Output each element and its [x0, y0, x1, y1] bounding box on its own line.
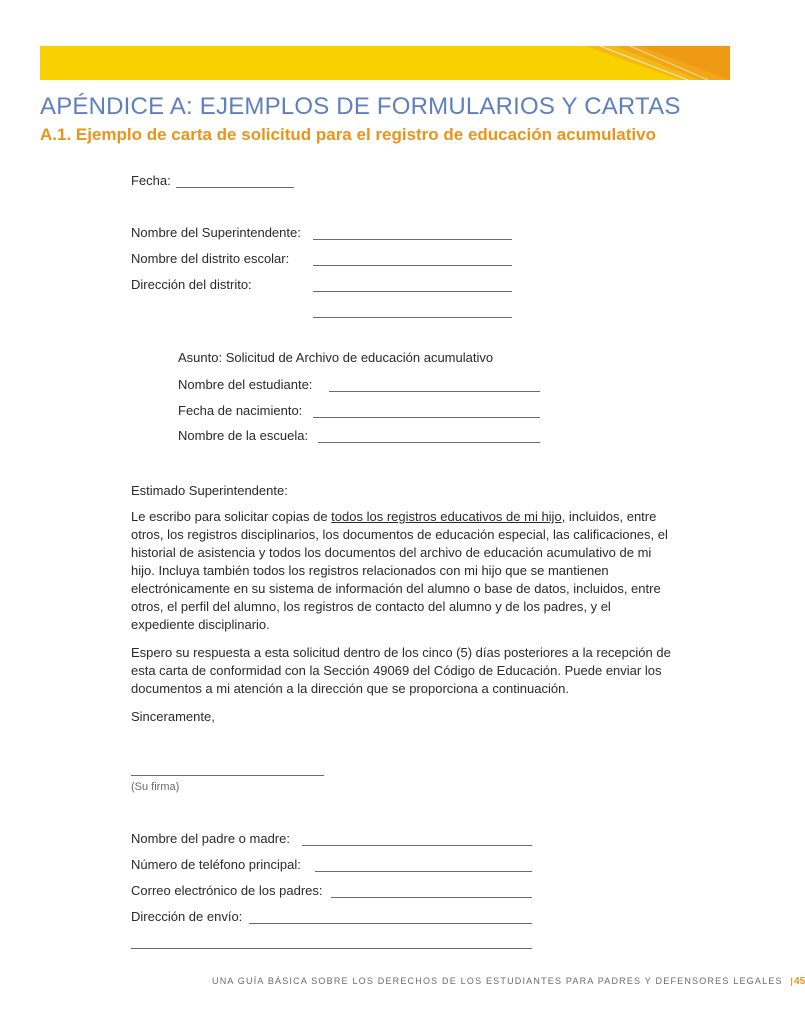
telefono-label: Número de teléfono principal: — [131, 857, 301, 872]
paragraph-1-underlined: todos los registros educativos de mi hijo — [331, 509, 562, 524]
superintendente-line — [313, 239, 512, 240]
telefono-line — [315, 871, 532, 872]
fecha-label: Fecha: — [131, 173, 171, 188]
greeting: Estimado Superintendente: — [131, 483, 288, 498]
correo-line — [331, 897, 532, 898]
direccion-distrito-line — [313, 291, 512, 292]
escuela-label: Nombre de la escuela: — [178, 428, 309, 443]
banner-graphic — [40, 46, 730, 80]
escuela-line — [318, 442, 540, 443]
paragraph-1-start: Le escribo para solicitar copias de — [131, 509, 332, 524]
estudiante-line — [329, 391, 540, 392]
envio-line — [249, 923, 532, 924]
distrito-line — [313, 265, 512, 266]
fecha-line — [176, 187, 294, 188]
padre-label: Nombre del padre o madre: — [131, 831, 290, 846]
padre-line — [302, 845, 532, 846]
correo-label: Correo electrónico de los padres: — [131, 883, 323, 898]
nacimiento-line — [313, 417, 540, 418]
letter-paragraph-2: Espero su respuesta a esta solicitud dentro de los cinco (5) días posteriores a la recepción de esta carta de conformidad con la Sección 49069 del Código de Educación. Puede enviar los documentos a mi atención a la dirección que se proporciona a continuación. — [131, 645, 671, 696]
paragraph-1-end: , incluidos, entre otros, los registros disciplinarios, los documentos de educación especial, las calificaciones, el historial de asistencia y todos los documentos del archivo de educación acumulativo de mi hijo. Incluya también todos los registros relacionados con mi hijo que se mantienen electrónicamente en su sistema de información del alumno o base de datos, incluidos, entre otros, el perfil del alumno, los registros de contacto del alumno y de los padres, y el expediente disciplinario. — [131, 509, 668, 632]
superintendente-label: Nombre del Superintendente: — [131, 225, 301, 240]
distrito-label: Nombre del distrito escolar: — [131, 251, 290, 266]
page-footer — [212, 976, 805, 987]
envio-line-2 — [131, 948, 532, 949]
asunto-text: Asunto: Solicitud de Archivo de educación acumulativo — [178, 350, 494, 365]
section-subtitle: A.1. Ejemplo de carta de solicitud para el registro de educación acumulativo — [40, 125, 656, 144]
header-banner — [40, 46, 730, 80]
page-number: 45 — [794, 976, 805, 987]
direccion-distrito-line-2 — [313, 317, 512, 318]
envio-label: Dirección de envío: — [131, 909, 243, 924]
signature-line — [131, 775, 324, 776]
direccion-distrito-label: Dirección del distrito: — [131, 277, 252, 292]
page-title: APÉNDICE A: EJEMPLOS DE FORMULARIOS Y CARTAS — [40, 93, 681, 120]
signature-caption: (Su firma) — [131, 781, 180, 793]
footer-separator: | — [790, 976, 795, 986]
footer-text: UNA GUÍA BÁSICA SOBRE LOS DERECHOS DE LOS ESTUDIANTES PARA PADRES Y DEFENSORES LEGALES — [212, 976, 783, 986]
closing: Sinceramente, — [131, 709, 215, 724]
estudiante-label: Nombre del estudiante: — [178, 377, 313, 392]
letter-paragraph-1 — [131, 508, 671, 634]
nacimiento-label: Fecha de nacimiento: — [178, 403, 303, 418]
